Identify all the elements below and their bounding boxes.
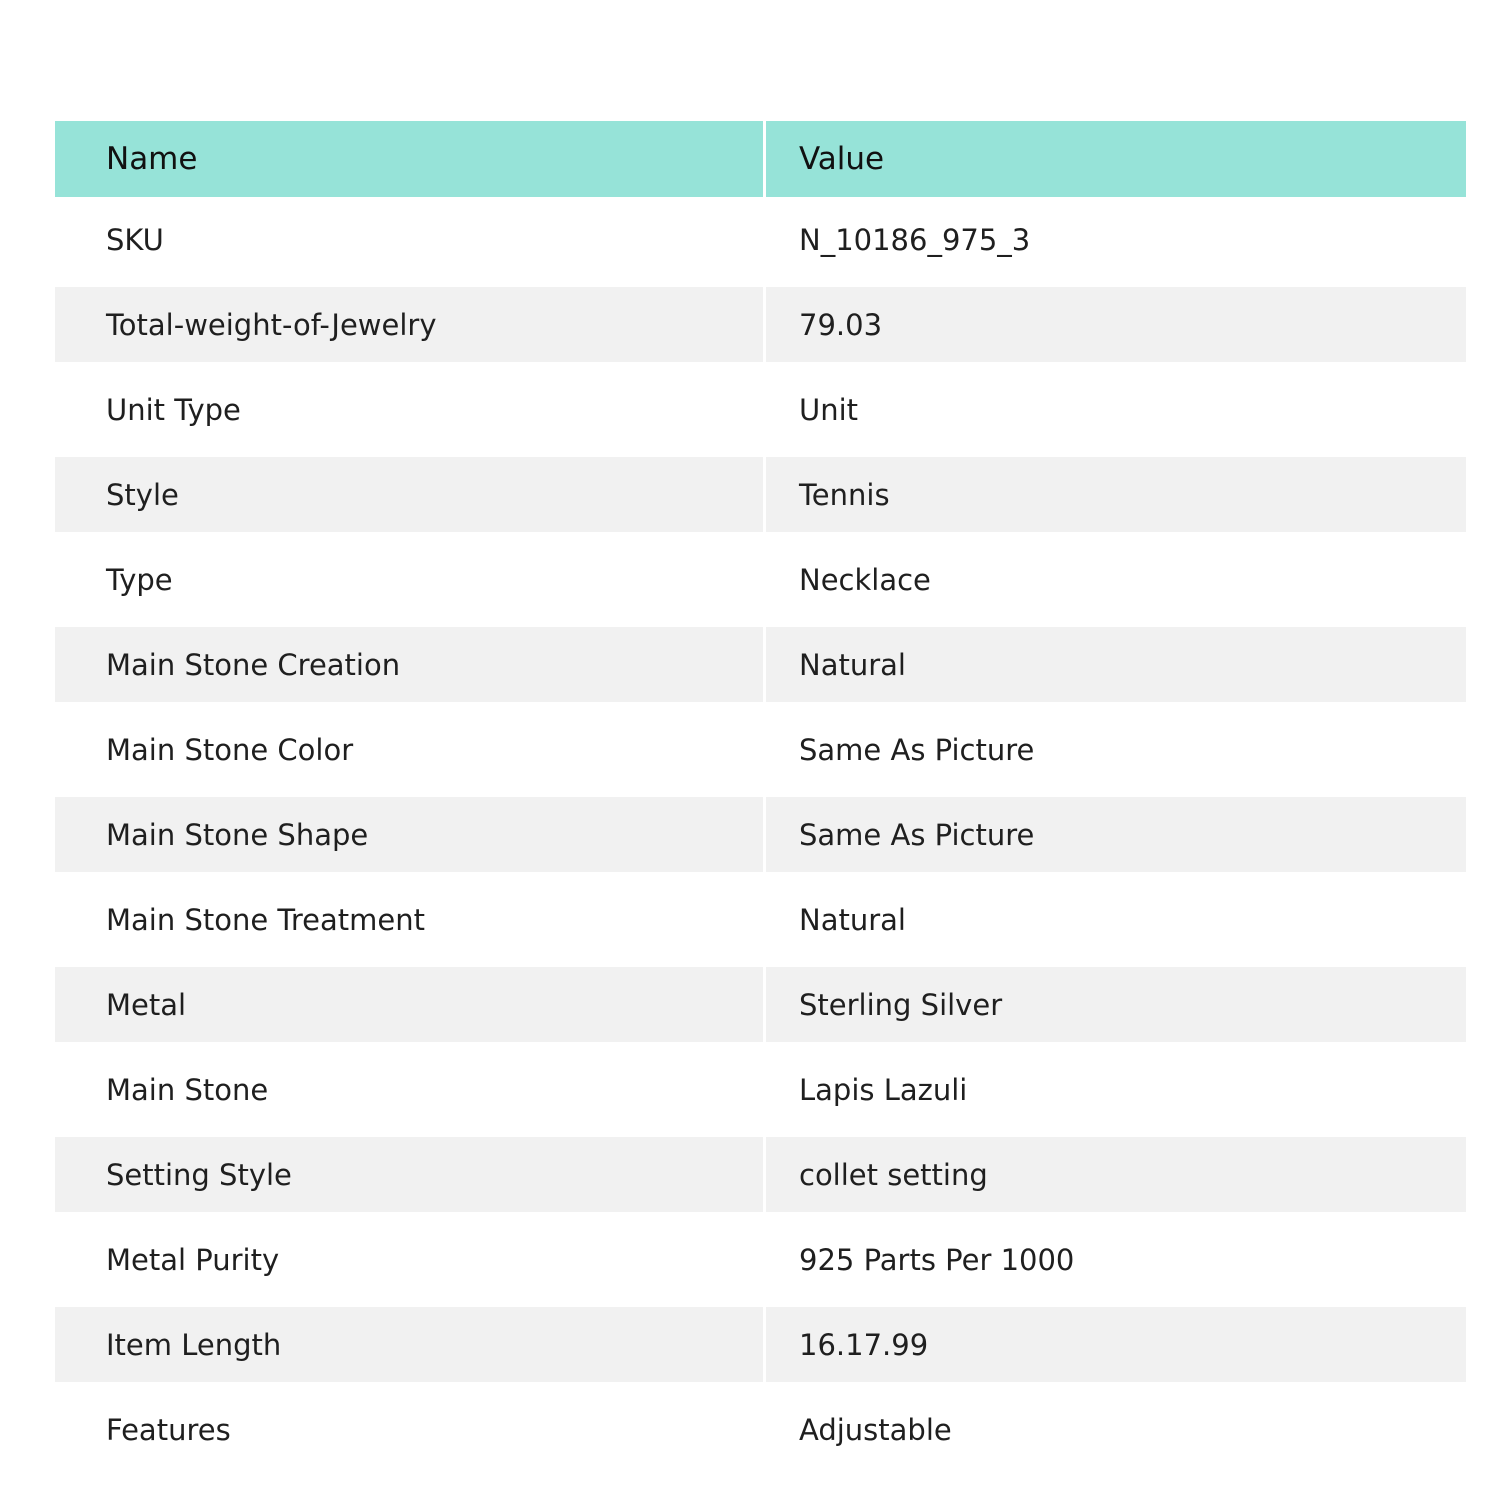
row-value-cell: N_10186_975_3	[766, 197, 1466, 282]
row-value-cell: Adjustable	[766, 1387, 1466, 1472]
row-value-cell: Same As Picture	[766, 707, 1466, 792]
row-name-cell: Total-weight-of-Jewelry	[55, 282, 766, 367]
row-name-cell: Item Length	[55, 1302, 766, 1387]
table-row	[55, 1217, 1466, 1302]
table-row	[55, 537, 1466, 622]
table-row	[55, 622, 1466, 707]
specifications-table	[55, 121, 1466, 1472]
table-body	[55, 197, 1466, 1472]
row-value-cell: 16.17.99	[766, 1302, 1466, 1387]
row-name-cell: SKU	[55, 197, 766, 282]
header-row	[55, 121, 1466, 197]
row-name-cell: Main Stone Creation	[55, 622, 766, 707]
table-row	[55, 962, 1466, 1047]
table-row	[55, 1047, 1466, 1132]
table-header	[55, 121, 1466, 197]
table-row	[55, 1132, 1466, 1217]
table-row	[55, 1387, 1466, 1472]
row-value-cell: Necklace	[766, 537, 1466, 622]
table-row	[55, 877, 1466, 962]
table-row	[55, 282, 1466, 367]
row-name-cell: Features	[55, 1387, 766, 1472]
row-value-cell: Natural	[766, 877, 1466, 962]
row-name-cell: Type	[55, 537, 766, 622]
column-header-name: Name	[55, 121, 766, 197]
row-value-cell: Same As Picture	[766, 792, 1466, 877]
row-value-cell: Lapis Lazuli	[766, 1047, 1466, 1132]
table-row	[55, 452, 1466, 537]
row-value-cell: 79.03	[766, 282, 1466, 367]
table-row	[55, 707, 1466, 792]
row-value-cell: Sterling Silver	[766, 962, 1466, 1047]
table-row	[55, 197, 1466, 282]
row-name-cell: Main Stone	[55, 1047, 766, 1132]
row-name-cell: Metal	[55, 962, 766, 1047]
row-name-cell: Metal Purity	[55, 1217, 766, 1302]
row-name-cell: Unit Type	[55, 367, 766, 452]
row-name-cell: Main Stone Shape	[55, 792, 766, 877]
row-value-cell: collet setting	[766, 1132, 1466, 1217]
table-row	[55, 367, 1466, 452]
row-name-cell: Setting Style	[55, 1132, 766, 1217]
row-name-cell: Main Stone Color	[55, 707, 766, 792]
row-name-cell: Style	[55, 452, 766, 537]
row-value-cell: Natural	[766, 622, 1466, 707]
row-name-cell: Main Stone Treatment	[55, 877, 766, 962]
row-value-cell: Unit	[766, 367, 1466, 452]
row-value-cell: Tennis	[766, 452, 1466, 537]
column-header-value: Value	[766, 121, 1466, 197]
table-row	[55, 1302, 1466, 1387]
table-row	[55, 792, 1466, 877]
row-value-cell: 925 Parts Per 1000	[766, 1217, 1466, 1302]
